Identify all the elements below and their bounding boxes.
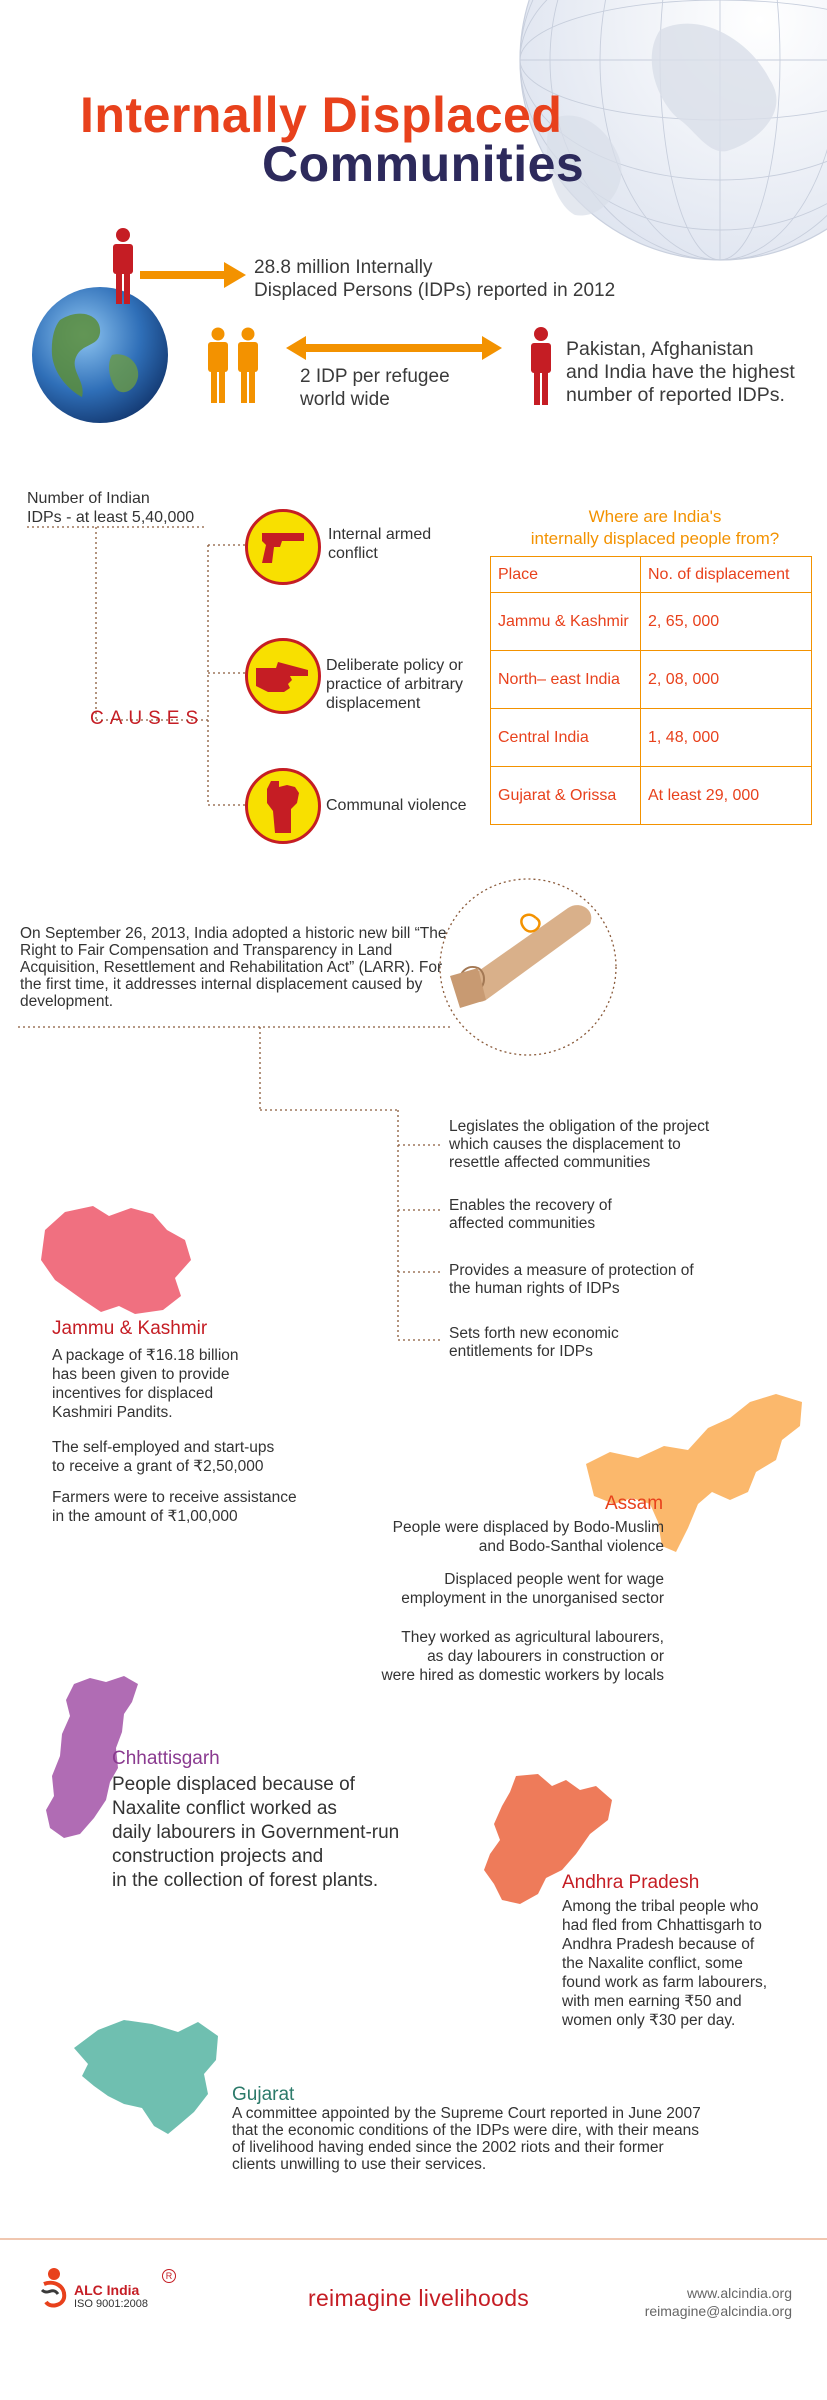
gujarat-map-icon bbox=[68, 2016, 228, 2138]
table-cell-count: 2, 08, 000 bbox=[641, 651, 812, 709]
stat-idps-2012: 28.8 million Internally Displaced Persons (IDPs) reported in 2012 bbox=[254, 257, 616, 301]
jk-p1: A package of ₹16.18 billion has been given to provide incentives for displaced Kashmiri Pandits. bbox=[52, 1347, 239, 1421]
table-title: Where are India's internally displaced people from? bbox=[530, 507, 780, 548]
jk-p2: The self-employed and start-ups to receive a grant of ₹2,50,000 bbox=[52, 1439, 275, 1475]
cause-armed-conflict-badge bbox=[245, 509, 321, 585]
bill-text: On September 26, 2013, India adopted a historic new bill “The Right to Fair Compensation and Transparency in Land Acquisition, Resettlement and Rehabilitation Act” (LARR). For the first time, it addresses internal displacement caused by development. bbox=[20, 925, 447, 1010]
table-header-count: No. of displacement bbox=[641, 557, 812, 593]
logo-name: ALC India bbox=[74, 2282, 140, 2298]
cause-label-3: Communal violence bbox=[326, 797, 467, 814]
table-cell-count: 1, 48, 000 bbox=[641, 709, 812, 767]
indian-idps-count: Number of Indian IDPs - at least 5,40,000 bbox=[27, 490, 195, 526]
table-cell-place: Central India bbox=[491, 709, 641, 767]
footer-tagline: reimagine livelihoods bbox=[308, 2285, 530, 2311]
assam-p2: Displaced people went for wage employment in the unorganised sector bbox=[401, 1571, 664, 1607]
title-line-1: Internally Displaced bbox=[80, 87, 563, 143]
ap-p1: Among the tribal people who had fled from Chhattisgarh to Andhra Pradesh because of the Naxalite conflict, some found work as farm labourers, with men earning ₹50 and women only ₹30 per day. bbox=[562, 1898, 768, 2029]
jammu-kashmir-map-icon bbox=[35, 1200, 195, 1320]
ap-title: Andhra Pradesh bbox=[562, 1872, 700, 1893]
table-cell-place: North– east India bbox=[491, 651, 641, 709]
table-row bbox=[491, 651, 812, 709]
bill-point-4: Sets forth new economic entitlements for IDPs bbox=[449, 1325, 619, 1360]
cause-communal-badge bbox=[245, 768, 321, 844]
pointing-hand-icon bbox=[254, 654, 312, 698]
table-cell-count: At least 29, 000 bbox=[641, 767, 812, 825]
cause-policy-badge bbox=[245, 638, 321, 714]
footer-website: www.alcindia.org bbox=[686, 2285, 792, 2301]
assam-p3: They worked as agricultural labourers, as day labourers in construction or were hired as domestic workers by locals bbox=[381, 1629, 664, 1684]
footer-email: reimagine@alcindia.org bbox=[644, 2303, 792, 2319]
gujarat-p1: A committee appointed by the Supreme Court reported in June 2007 that the economic conditions of the IDPs were dire, with their means of livelihood having ended since the 2002 riots and their former clients unwilling to use their services. bbox=[232, 2105, 701, 2173]
table-row bbox=[491, 709, 812, 767]
causes-label: CAUSES bbox=[90, 708, 205, 729]
footer-divider bbox=[0, 2238, 827, 2240]
table-header-row bbox=[491, 557, 812, 593]
table-cell-place: Jammu & Kashmir bbox=[491, 593, 641, 651]
registered-mark-icon: R bbox=[162, 2269, 176, 2283]
table-cell-place: Gujarat & Orissa bbox=[491, 767, 641, 825]
jk-p3: Farmers were to receive assistance in the amount of ₹1,00,000 bbox=[52, 1489, 297, 1525]
stat-highest: Pakistan, Afghanistan and India have the highest number of reported IDPs. bbox=[566, 338, 795, 406]
bill-point-3: Provides a measure of protection of the human rights of IDPs bbox=[449, 1262, 694, 1297]
chhattisgarh-title: Chhattisgarh bbox=[112, 1748, 220, 1769]
table-header-place: Place bbox=[491, 557, 641, 593]
gujarat-title: Gujarat bbox=[232, 2084, 295, 2105]
table-row bbox=[491, 767, 812, 825]
jk-title: Jammu & Kashmir bbox=[52, 1318, 208, 1339]
bill-point-2: Enables the recovery of affected communities bbox=[449, 1197, 612, 1232]
title-line-2: Communities bbox=[262, 136, 585, 192]
stat-ratio: 2 IDP per refugee world wide bbox=[300, 366, 450, 410]
assam-p1: People were displaced by Bodo-Muslim and Bodo-Santhal violence bbox=[392, 1519, 664, 1555]
table-cell-count: 2, 65, 000 bbox=[641, 593, 812, 651]
assam-title: Assam bbox=[605, 1493, 664, 1514]
cause-label-2: Deliberate policy or practice of arbitrary displacement bbox=[326, 657, 463, 712]
logo-iso: ISO 9001:2008 bbox=[74, 2298, 149, 2310]
raised-fist-icon bbox=[261, 777, 305, 835]
alc-india-logo-icon bbox=[40, 2266, 70, 2308]
gun-icon bbox=[258, 527, 308, 567]
bill-point-1: Legislates the obligation of the project which causes the displacement to resettle affected communities bbox=[449, 1118, 710, 1171]
table-row bbox=[491, 593, 812, 651]
displacement-table bbox=[490, 556, 812, 825]
chhattisgarh-p1: People displaced because of Naxalite conflict worked as daily labourers in Government-run construction projects and in the collection of forest plants. bbox=[112, 1774, 400, 1891]
cause-label-1: Internal armed conflict bbox=[328, 526, 432, 562]
